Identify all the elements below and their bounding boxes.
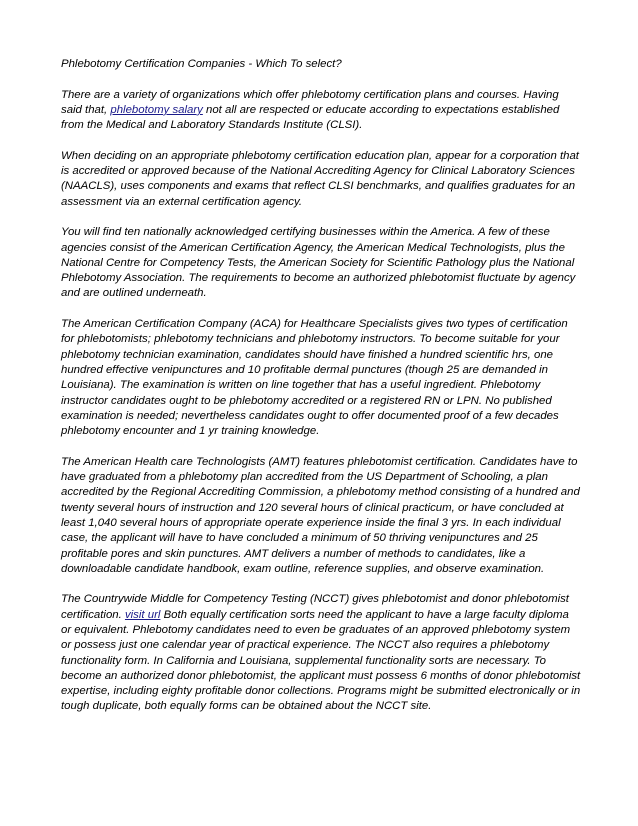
paragraph-text: not all are respected or educate according to expectations established from the Medical and Laboratory Standards Institute (CLSI).: [61, 103, 560, 132]
paragraph-certifying-businesses: You will find ten nationally acknowledged certifying businesses within the America. A few of these agencies consist of the American Certification Agency, the American Medical Technologists, plus the National Centre for Competency Tests, the American Society for Scientific Pathology plus the National Phlebotomy Association. The requirements to become an authorized phlebotomist fluctuate by agency and are outlined underneath.: [61, 226, 576, 300]
paragraph-aca: The American Certification Company (ACA) for Healthcare Specialists gives two types of certification for phlebotomists; phlebotomy technicians and phlebotomy instructors. To become suitable for your phlebotomy technician examination, candidates should have finished a hundred scientific hrs, one hundred effective venipunctures and 10 profitable dermal punctures (though 25 are demanded in Louisiana). The examination is written on line together that has a useful ingredient. Phlebotomy instructor candidates ought to be phlebotomy accredited or a registered RN or LPN. No published examination is needed; nevertheless candidates ought to offer documented proof of a few decades phlebotomy encounter and 1 yr training knowledge.: [61, 318, 568, 438]
visit-url-link[interactable]: visit url: [124, 608, 161, 621]
paragraph-text: Both equally certification sorts need the applicant to have a large faculty diploma or equivalent. Phlebotomy candidates need to even be graduates of an approved phlebotomy system or possess just one calendar year of practical experience. The NCCT also requires a phlebotomy functionality form. In California and Louisiana, supplemental functionality sorts are necessary. To become an authorized donor phlebotomist, the applicant must possess 6 months of donor phlebotomist expertise, including eighty profitable donor collections. Programs might be submitted electronically or in tough duplicate, both equally forms can be obtained about the NCCT site.: [61, 608, 581, 713]
paragraph-choosing-plan: When deciding on an appropriate phlebotomy certification education plan, appear for a corporation that is accredited or approved because of the National Accrediting Agency for Clinical Laboratory Sciences (NAACLS), uses components and exams that reflect CLSI benchmarks, and qualifies graduates for an assessment via an external certification agency.: [61, 149, 579, 208]
paragraph-text: The Countrywide Middle for Competency Testing (NCCT) gives phlebotomist and donor phlebotomist certification.: [61, 593, 569, 621]
paragraph-intro: [61, 88, 581, 134]
paragraph-text: There are a variety of organizations which offer phlebotomy certification plans and courses. Having said that,: [61, 88, 559, 116]
paragraph-amt: The American Health care Technologists (AMT) features phlebotomist certification. Candidates have to have graduated from a phlebotomy plan accredited from the US Department of Schooling, a plan accredited by the Regional Accrediting Commission, a phlebotomy method consisting of a hundred and twenty several hours of instruction and 120 several hours of clinical practicum, or have concluded at least 1,040 several hours of appropriate operate experience inside the final 3 yrs. In each individual case, the applicant will have to have concluded a minimum of 50 thriving venipunctures and 25 profitable pores and skin punctures. AMT delivers a number of methods to candidates, like a downloadable candidate handbook, exam outline, reference supplies, and observe examination.: [61, 455, 580, 575]
phlebotomy-salary-link[interactable]: phlebotomy salary: [110, 103, 203, 116]
document-title: Phlebotomy Certification Companies - Which To select?: [61, 58, 342, 70]
paragraph-ncct: [61, 592, 581, 714]
document-page: [61, 57, 581, 730]
